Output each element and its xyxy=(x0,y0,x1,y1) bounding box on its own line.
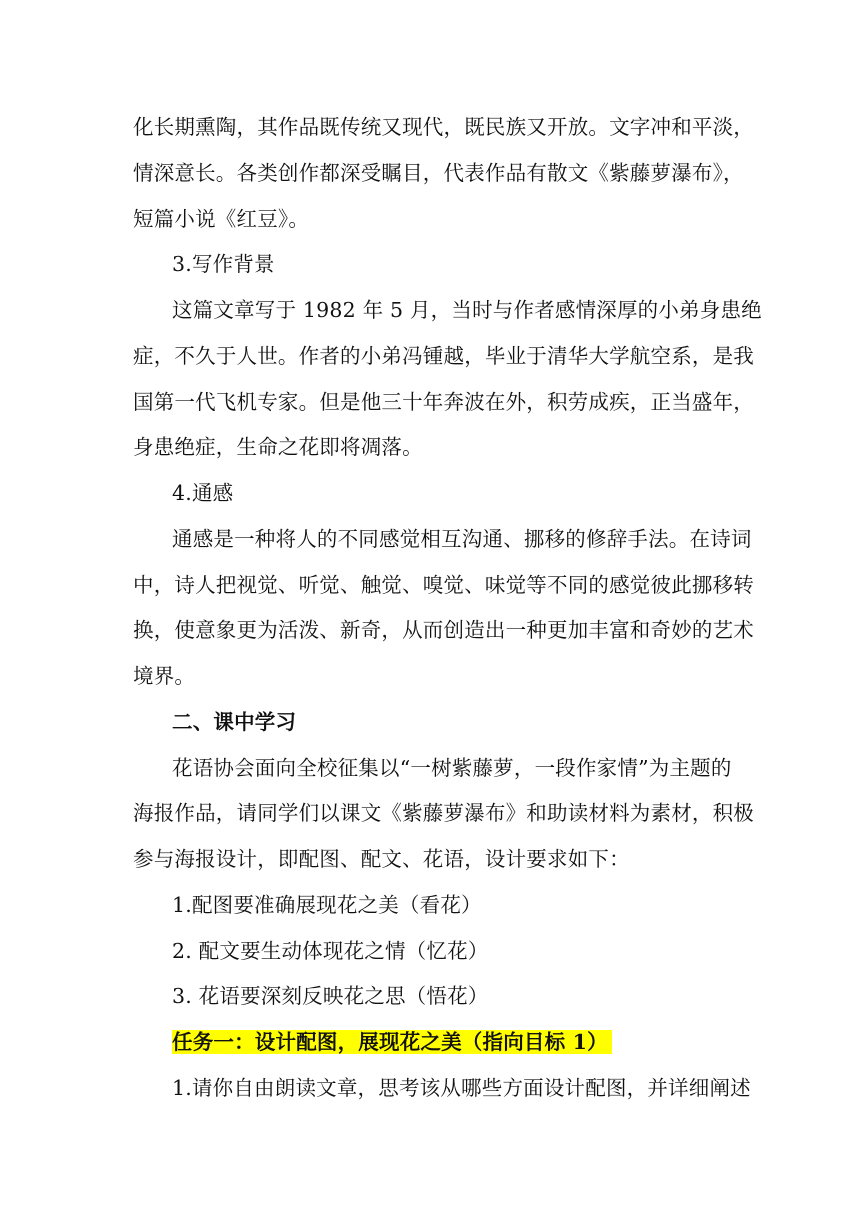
task-one-heading xyxy=(172,1029,772,1055)
body-text-line: 1.请你自由朗读文章，思考该从哪些方面设计配图，并详细阐述 xyxy=(172,1076,751,1100)
body-text-line: 身患绝症，生命之花即将凋落。 xyxy=(133,435,423,459)
requirement-item-2: 2. 配文要生动体现花之情（忆花） xyxy=(172,939,489,963)
body-text-line: 国第一代飞机专家。但是他三十年奔波在外，积劳成疾，正当盛年， xyxy=(133,390,754,414)
body-text-line: 中，诗人把视觉、听觉、触觉、嗅觉、味觉等不同的感觉彼此挪移转 xyxy=(133,573,754,597)
body-text-line: 这篇文章写于 1982 年 5 月，当时与作者感情深厚的小弟身患绝 xyxy=(172,298,762,322)
requirement-item-3: 3. 花语要深刻反映花之思（悟花） xyxy=(172,984,489,1008)
body-text-line: 换，使意象更为活泼、新奇，从而创造出一种更加丰富和奇妙的艺术 xyxy=(133,618,754,642)
body-text-line: 参与海报设计，即配图、配文、花语，设计要求如下： xyxy=(133,847,630,871)
task-one-highlight: 任务一：设计配图，展现花之美（指向目标 1） xyxy=(172,1030,612,1054)
requirement-item-1: 1.配图要准确展现花之美（看花） xyxy=(172,893,482,917)
section-heading-synesthesia: 4.通感 xyxy=(172,481,234,505)
body-text-line: 境界。 xyxy=(133,664,196,688)
section-heading-in-class-learning: 二、课中学习 xyxy=(172,710,297,734)
body-text-line: 短篇小说《红豆》。 xyxy=(133,207,310,231)
body-text-line: 化长期熏陶，其作品既传统又现代，既民族又开放。文字冲和平淡， xyxy=(133,115,754,139)
body-text-line: 通感是一种将人的不同感觉相互沟通、挪移的修辞手法。在诗词 xyxy=(172,527,752,551)
body-text-line: 花语协会面向全校征集以“一树紫藤萝，一段作家情”为主题的 xyxy=(172,756,732,780)
body-text-line: 症，不久于人世。作者的小弟冯锺越，毕业于清华大学航空系，是我 xyxy=(133,344,754,368)
body-text-line: 情深意长。各类创作都深受瞩目，代表作品有散文《紫藤萝瀑布》， xyxy=(133,161,744,185)
body-text-line: 海报作品，请同学们以课文《紫藤萝瀑布》和助读材料为素材，积极 xyxy=(133,801,754,825)
section-heading-writing-background: 3.写作背景 xyxy=(172,252,275,276)
